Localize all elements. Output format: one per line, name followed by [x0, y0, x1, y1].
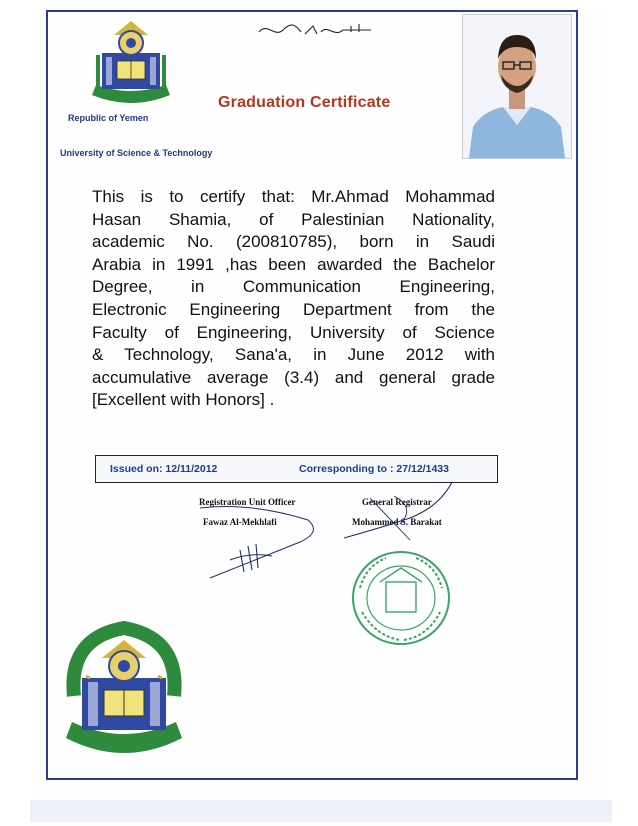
body-line: accumulative average (3.4) and general grade: [92, 367, 495, 387]
issued-on-date: Issued on: 12/11/2012: [110, 463, 218, 475]
body-line: Hasan Shamia, of Palestinian Nationality,: [92, 209, 495, 229]
body-line: & Technology, Sana'a, in June 2012 with: [92, 345, 495, 365]
university-seal-stamp-icon: [336, 548, 466, 648]
body-line: This is to certify that: Mr.Ahmad Mohammad: [92, 187, 495, 206]
republic-label: Republic of Yemen: [68, 113, 149, 123]
general-registrar-signature-icon: [340, 478, 460, 548]
body-line: [Excellent with Honors] .: [92, 390, 275, 410]
body-line: academic No. (200810785), born in Saudi: [92, 232, 495, 252]
general-registrar-name: Mohammed S. Barakat: [352, 517, 442, 527]
scan-bottom-strip: [30, 800, 612, 822]
certificate-title: Graduation Certificate: [218, 94, 391, 111]
graduate-photo: [462, 14, 572, 159]
corresponding-hijri-date: Corresponding to : 27/12/1433: [299, 463, 449, 475]
university-name: University of Science & Technology: [60, 148, 213, 158]
general-registrar-title: General Registrar: [362, 497, 432, 507]
university-emblem-icon: [58, 618, 190, 766]
body-line: Degree, in Communication Engineering,: [92, 277, 495, 297]
body-line: Arabia in 1991 ,has been awarded the Bachelor: [92, 254, 495, 274]
body-line: Faculty of Engineering, University of Science: [92, 322, 495, 342]
registration-officer-title: Registration Unit Officer: [199, 497, 296, 507]
body-line: Electronic Engineering Department from the: [92, 299, 495, 319]
registration-officer-name: Fawaz Al-Mekhlafi: [203, 517, 277, 527]
university-logo-icon: [86, 15, 176, 107]
certificate-body: [92, 186, 495, 412]
bismillah-calligraphy-icon: [255, 18, 375, 42]
graduate-portrait-icon: [463, 15, 571, 158]
registration-officer-signature-icon: [190, 490, 320, 585]
